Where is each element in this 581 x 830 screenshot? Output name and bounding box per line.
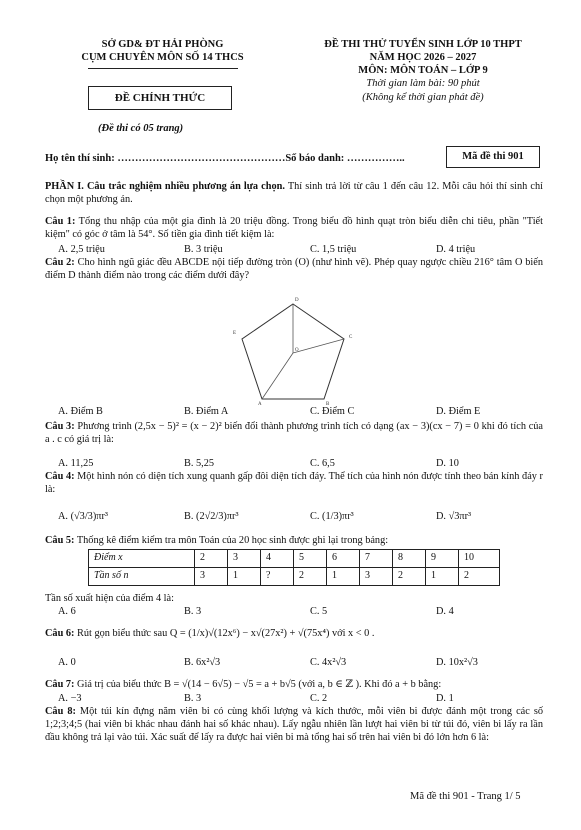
q1-option-a[interactable]: A. 2,5 triệu (58, 244, 105, 255)
part1-heading (45, 180, 543, 206)
table-cell: 9 (426, 550, 459, 568)
q1-options (58, 243, 538, 256)
q5-option-d[interactable]: D. 4 (436, 606, 454, 617)
table-cell: 3 (360, 568, 393, 586)
q3-text: Phương trình (2,5x − 5)² = (x − 2)² biến đổi thành phương trình tích có dạng (ax − 3)(cx − 7) = 0 khi đó tích của a . c có giá trị là: (45, 421, 543, 446)
question-8 (45, 705, 543, 745)
q1-option-d[interactable]: D. 4 triệu (436, 244, 476, 255)
page-footer: Mã đề thi 901 - Trang 1/ 5 (410, 791, 521, 802)
q2-option-b[interactable]: B. Điểm A (184, 406, 229, 417)
school-year: NĂM HỌC 2026 – 2027 (369, 52, 477, 64)
q2-option-c[interactable]: C. Điểm C (310, 406, 355, 417)
frequency-table (88, 549, 500, 586)
q4-label: Câu 4: (45, 471, 75, 482)
q4-text: Một hình nón có diện tích xung quanh gấp đôi diện tích đáy. Thể tích của hình nón được tính theo bán kính đáy r là: (45, 471, 543, 496)
q5-question: Tần số xuất hiện của điểm 4 là: (45, 593, 174, 604)
q7-text: Giá trị của biểu thức B = √(14 − 6√5) − √5 = a + b√5 (với a, b ∈ ℤ ). Khi đó a + b bằng: (74, 679, 442, 690)
q1-option-b[interactable]: B. 3 triệu (184, 244, 223, 255)
q6-option-b[interactable]: B. 6x²√3 (184, 657, 221, 668)
q3-options (58, 457, 538, 470)
table-cell: 10 (459, 550, 500, 568)
part1-instruction: Thí sinh trả lời từ câu 1 đến câu 12. Mỗi câu hỏi thí sinh chỉ chọn một phương án. (45, 181, 543, 206)
vertex-label-d: D (295, 298, 299, 303)
duration: Thời gian làm bài: 90 phút (366, 78, 480, 90)
vertex-label-b: B (326, 402, 330, 407)
table-cell: 1 (228, 568, 261, 586)
table-cell: 3 (195, 568, 228, 586)
q5-option-c[interactable]: C. 5 (310, 606, 328, 617)
table-cell: ? (261, 568, 294, 586)
q1-option-c[interactable]: C. 1,5 triệu (310, 244, 357, 255)
page-count: (Đề thi có 05 trang) (98, 123, 184, 134)
vertex-label-a: A (258, 402, 262, 407)
q2-text: Cho hình ngũ giác đều ABCDE nội tiếp đường tròn (O) (như hình vẽ). Phép quay ngược chiều 216° tâm O biến điểm D thành điểm nào trong các điểm dưới đây? (45, 257, 543, 282)
question-3 (45, 420, 543, 446)
q6-options (58, 656, 538, 669)
table-cell: 3 (228, 550, 261, 568)
part1-title: PHẦN I. Câu trắc nghiệm nhiều phương án lựa chọn. (45, 181, 285, 192)
q1-label: Câu 1: (45, 216, 76, 227)
radius-oc (293, 339, 344, 353)
table-cell: 2 (195, 550, 228, 568)
q1-text: Tổng thu nhập của một gia đình là 20 triệu đồng. Trong biểu đồ hình quạt tròn biểu diễn chi tiêu, phần "Tiết kiệm" có góc ở tâm là 54°. Số tiền gia đình tiết kiệm là: (45, 216, 543, 241)
table-cell: 6 (327, 550, 360, 568)
q4-option-c[interactable]: C. (1/3)πr³ (310, 511, 354, 522)
pentagon-figure (225, 292, 365, 407)
question-1 (45, 215, 543, 241)
q3-option-b[interactable]: B. 5,25 (184, 458, 215, 469)
header-right (298, 38, 548, 104)
radius-od (262, 353, 293, 399)
table-cell: 1 (426, 568, 459, 586)
q6-text: Rút gọn biểu thức sau Q = (1/x)√(12x⁶) − x√(27x²) + √(75x⁴) với x < 0 . (74, 628, 375, 639)
q6-label: Câu 6: (45, 628, 75, 639)
q5-options (58, 605, 538, 618)
official-badge: ĐỀ CHÍNH THỨC (88, 86, 232, 110)
q7-option-b[interactable]: B. 3 (184, 693, 202, 704)
q2-option-a[interactable]: A. Điểm B (58, 406, 103, 417)
vertex-label-c: C (349, 335, 353, 340)
duration-note: (Không kể thời gian phát đề) (362, 91, 484, 103)
question-4 (45, 470, 543, 496)
q7-label: Câu 7: (45, 679, 75, 690)
question-5 (45, 534, 543, 547)
exam-title: ĐỀ THI THỬ TUYỂN SINH LỚP 10 THPT (324, 39, 522, 50)
table-cell: 2 (459, 568, 500, 586)
q5-option-b[interactable]: B. 3 (184, 606, 202, 617)
row-label-score: Điểm x (89, 550, 195, 568)
q4-option-a[interactable]: A. (√3/3)πr³ (58, 511, 108, 522)
q7-option-c[interactable]: C. 2 (310, 693, 328, 704)
q3-option-c[interactable]: C. 6,5 (310, 458, 335, 469)
q3-label: Câu 3: (45, 421, 75, 432)
header-left (50, 38, 275, 69)
exam-code-box: Mã đề thi 901 (446, 146, 540, 168)
org-line1: SỞ GD& ĐT HẢI PHÒNG (101, 39, 224, 50)
q4-options (58, 510, 538, 523)
center-label-o: O (295, 348, 299, 353)
question-6 (45, 627, 543, 640)
q6-option-c[interactable]: C. 4x²√3 (310, 657, 347, 668)
student-info-line: Họ tên thí sinh: …………………………………………Số báo danh: …………….. (45, 153, 405, 164)
q5-label: Câu 5: (45, 535, 75, 546)
q7-options (58, 692, 538, 705)
q3-option-a[interactable]: A. 11,25 (58, 458, 94, 469)
q6-option-a[interactable]: A. 0 (58, 657, 76, 668)
q7-option-d[interactable]: D. 1 (436, 693, 454, 704)
q2-label: Câu 2: (45, 257, 75, 268)
q8-label: Câu 8: (45, 706, 76, 717)
row-label-frequency: Tần số n (89, 568, 195, 586)
header-divider (88, 68, 238, 69)
table-cell: 2 (294, 568, 327, 586)
q5-option-a[interactable]: A. 6 (58, 606, 76, 617)
q3-option-d[interactable]: D. 10 (436, 458, 459, 469)
org-line2: CỤM CHUYÊN MÔN SỐ 14 THCS (81, 52, 244, 64)
q6-option-d[interactable]: D. 10x²√3 (436, 657, 478, 668)
q2-options (58, 405, 538, 418)
q8-text: Một túi kín đựng năm viên bi có cùng khối lượng và kích thước, mỗi viên bi được đánh một trong các số 1;2;3;4;5 (hai viên bi khác nhau đánh hai số khác nhau). Lấy ngẫu nhiên lần lượt hai viên bi từ túi đó, viên bi lấy ra lần đầu không trả lại vào túi. Xác suất để lấy ra được hai viên bi mà tổng hai số trên hai viên bi đó lớn hơn 6 là: (45, 706, 543, 744)
subject: MÔN: MÔN TOÁN – LỚP 9 (358, 65, 488, 77)
q2-option-d[interactable]: D. Điểm E (436, 406, 481, 417)
table-cell: 4 (261, 550, 294, 568)
table-cell: 2 (393, 568, 426, 586)
table-row-frequency (89, 568, 500, 586)
table-cell: 5 (294, 550, 327, 568)
q5-text: Thống kê điểm kiểm tra môn Toán của 20 học sinh được ghi lại trong bảng: (74, 535, 389, 546)
table-row-score (89, 550, 500, 568)
q4-option-b[interactable]: B. (2√2/3)πr³ (184, 511, 239, 522)
vertex-label-e: E (233, 331, 237, 336)
table-cell: 8 (393, 550, 426, 568)
table-cell: 7 (360, 550, 393, 568)
q7-option-a[interactable]: A. −3 (58, 693, 82, 704)
q4-option-d[interactable]: D. √3πr³ (436, 511, 472, 522)
table-cell: 1 (327, 568, 360, 586)
question-2 (45, 256, 543, 282)
question-7 (45, 678, 543, 691)
